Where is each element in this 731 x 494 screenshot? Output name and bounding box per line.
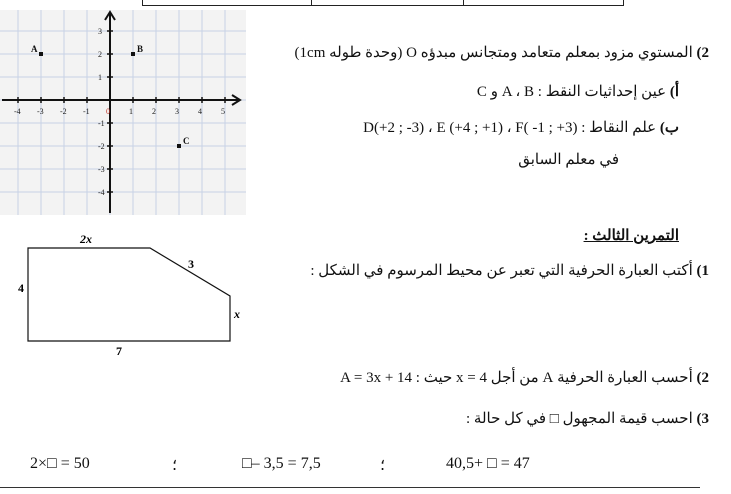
x-tick-label: 3 (175, 107, 179, 116)
x-tick-label: -3 (37, 107, 44, 116)
separator-1: ؛ (172, 457, 178, 474)
point-a-marker (39, 52, 43, 56)
point-c-marker (177, 144, 181, 148)
ex2-part-a (477, 82, 679, 101)
y-tick-label: -2 (98, 142, 105, 151)
bottom-divider (0, 487, 700, 488)
top-table-fragment (142, 0, 624, 6)
shape-label-slant: 3 (188, 257, 194, 271)
q1-text: أكتب العبارة الحرفية التي تعبر عن محيط المرسوم في الشكل : (310, 263, 693, 279)
q3-text: احسب قيمة المجهول □ في كل حالة : (466, 411, 693, 427)
shape-figure (0, 226, 260, 366)
part-a-label: أ) (669, 84, 679, 100)
part-a-text: عين إحداثيات النقط : A ، B و C (476, 84, 667, 100)
equation-3: 40,5+ □ = 47 (446, 455, 530, 472)
y-tick-label: 3 (98, 27, 102, 36)
ex2-intro (295, 43, 709, 62)
shape-label-left: 4 (18, 281, 24, 295)
equation-2: □– 3,5 = 7,5 (242, 455, 321, 472)
ex3-title: التمرين الثالث : (583, 228, 679, 244)
ex2-number: 2) (696, 45, 709, 61)
q2-text: أحسب العبارة الحرفية A من أجل x = 4 حيث : A = 3x + 14 (340, 370, 693, 386)
point-c-label: C (183, 136, 190, 146)
shape-label-top: 2x (80, 232, 92, 246)
x-tick-label: 0 (106, 107, 110, 116)
ex3-q1 (310, 261, 709, 280)
x-tick-label: -4 (14, 107, 21, 116)
y-tick-label: 2 (98, 50, 102, 59)
ex2-part-b (363, 118, 679, 137)
equation-1: 2×□ = 50 (30, 455, 90, 472)
x-tick-label: 4 (198, 107, 202, 116)
point-b-marker (131, 52, 135, 56)
y-tick-label: -3 (98, 165, 105, 174)
q1-number: 1) (696, 263, 709, 279)
ex3-q2 (340, 368, 709, 387)
part-b-text: علم النقاط : D(+2 ; -3) ، E (+4 ; +1) ، F( -1 ; +3) (363, 120, 657, 136)
shape-label-bottom: 7 (116, 344, 122, 358)
point-a-label: A (31, 44, 38, 54)
part-b-label: ب) (659, 120, 679, 136)
coordinate-graph (0, 10, 246, 215)
q2-number: 2) (696, 370, 709, 386)
ex3-q3 (466, 409, 709, 428)
y-tick-label: 1 (98, 73, 102, 82)
x-tick-label: 5 (221, 107, 225, 116)
x-tick-label: -2 (60, 107, 67, 116)
y-tick-label: -1 (98, 119, 105, 128)
shape-label-right: x (234, 307, 240, 321)
point-b-label: B (137, 44, 144, 54)
x-tick-label: 1 (129, 107, 133, 116)
q3-number: 3) (696, 411, 709, 427)
pentagon-outline (28, 248, 230, 341)
y-tick-label: -4 (98, 188, 105, 197)
x-tick-label: -1 (83, 107, 90, 116)
x-tick-label: 2 (152, 107, 156, 116)
part-b-text-2: في معلم السابق (518, 152, 619, 168)
ex2-intro-text: المستوي مزود بمعلم متعامد ومتجانس مبدؤه O (وحدة طوله 1cm) (294, 45, 693, 61)
separator-2: ؛ (380, 457, 386, 474)
